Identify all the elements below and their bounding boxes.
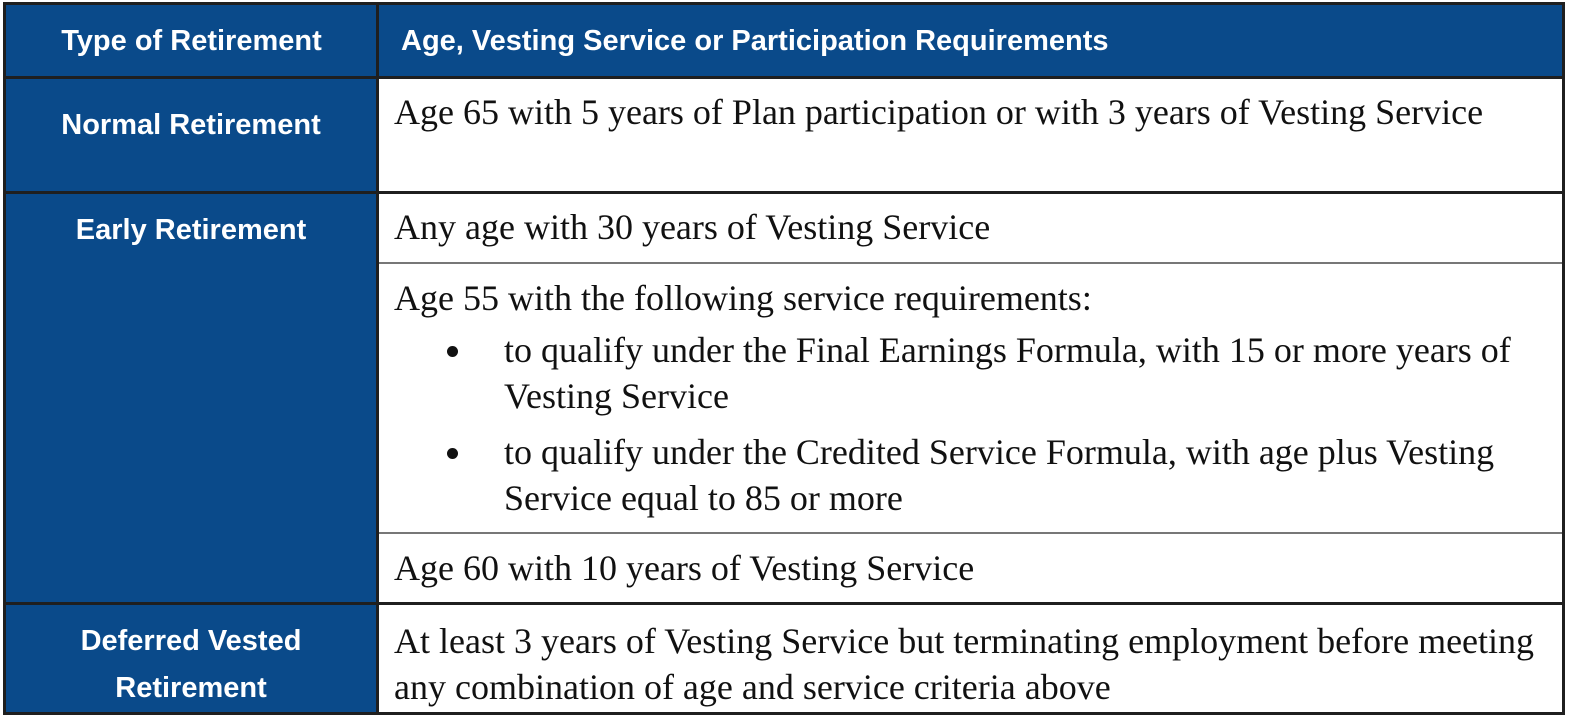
header-type-of-retirement [6, 5, 377, 77]
row-divider [6, 191, 1562, 194]
req-cell-early-age-55 [379, 264, 1562, 532]
req-cell-deferred [379, 604, 1562, 712]
column-divider [376, 5, 379, 712]
type-cell-deferred [6, 604, 376, 712]
bullet-text-final-earnings: to qualify under the Final Earnings Formula, with 15 or more years of Vesting Service [504, 330, 1511, 416]
row-divider [6, 76, 1562, 79]
req-cell-early-age-60 [379, 534, 1562, 602]
header-requirements [379, 5, 1562, 77]
req-text-early-age-60: Age 60 with 10 years of Vesting Service [394, 548, 975, 588]
sub-row-divider [379, 262, 1562, 264]
req-text-normal: Age 65 with 5 years of Plan participation or with 3 years of Vesting Service [394, 92, 1484, 132]
req-cell-normal [379, 79, 1562, 191]
header-col2-label: Age, Vesting Service or Participation Requirements [401, 24, 1109, 57]
type-label-early: Early Retirement [75, 214, 307, 246]
bullet-item-credited-service [504, 429, 1542, 521]
req-text-early-age-55: Age 55 with the following service requirements: [394, 278, 1092, 318]
row-divider [6, 602, 1562, 605]
type-label-deferred: Deferred Vested Retirement [80, 625, 302, 704]
req-text-early-any-age: Any age with 30 years of Vesting Service [394, 207, 991, 247]
bullet-text-credited-service: to qualify under the Credited Service Formula, with age plus Vesting Service equal to 85 or more [504, 432, 1495, 518]
req-cell-early-any-age [379, 193, 1562, 262]
bullet-icon [447, 346, 458, 357]
bullet-icon [447, 448, 458, 459]
bullet-item-final-earnings [504, 327, 1542, 419]
early-age-55-bullet-list [394, 327, 1542, 521]
type-cell-normal [6, 79, 376, 191]
header-col1-label: Type of Retirement [61, 24, 322, 57]
type-label-normal: Normal Retirement [61, 109, 321, 141]
req-text-deferred: At least 3 years of Vesting Service but terminating employment before meeting any combination of age and service criteria above [394, 621, 1535, 707]
sub-row-divider [379, 532, 1562, 534]
retirement-requirements-table [3, 2, 1565, 715]
type-cell-early [6, 193, 376, 602]
